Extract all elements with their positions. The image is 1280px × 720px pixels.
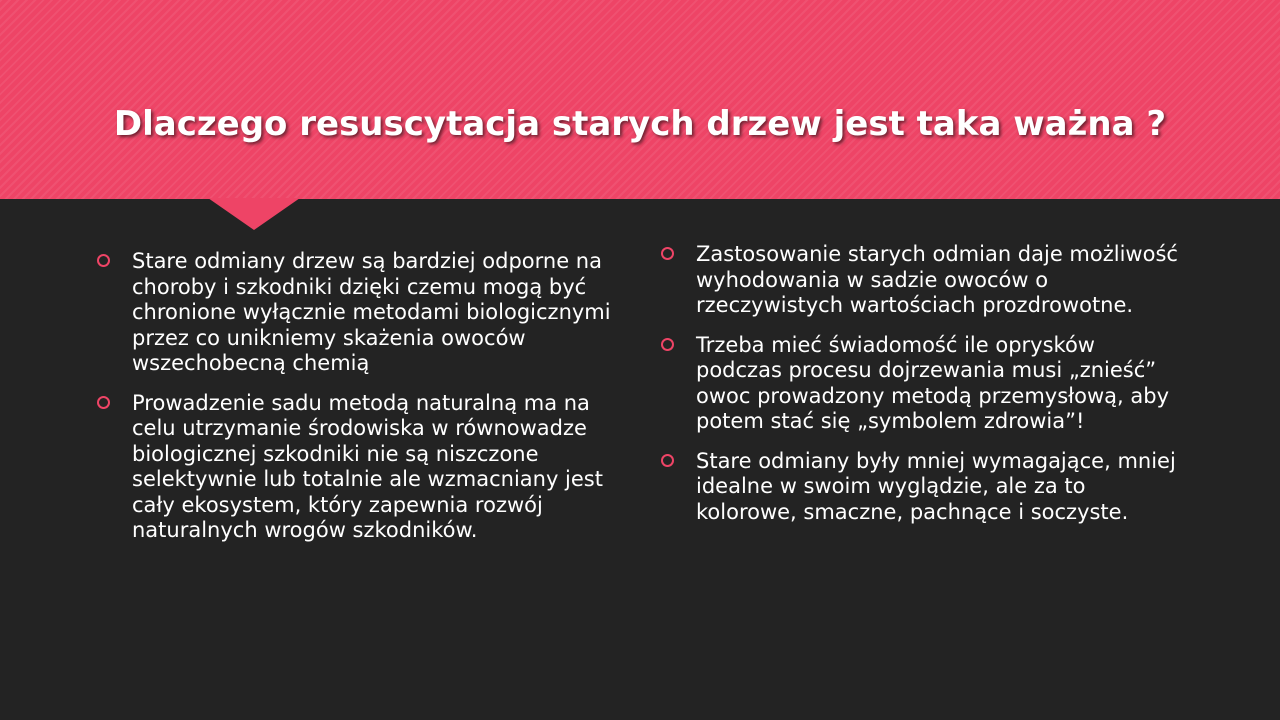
list-item	[660, 242, 1180, 319]
list-item	[96, 391, 616, 544]
bullet-text: Prowadzenie sadu metodą naturalną ma na celu utrzymanie środowiska w równowadze biologicznej szkodniki nie są niszczone selektywnie lub totalnie ale wzmacniany jest cały ekosystem, który zapewnia rozwój naturalnych wrogów szkodników.	[132, 390, 603, 542]
bullet-text: Trzeba mieć świadomość ile oprysków podczas procesu dojrzewania musi „znieść” owoc prowadzony metodą przemysłową, aby potem stać się „symbolem zdrowia”!	[696, 332, 1170, 433]
left-bullet-list	[96, 249, 616, 558]
bullet-text: Zastosowanie starych odmian daje możliwość wyhodowania w sadzie owoców o rzeczywistych wartościach prozdrowotne.	[696, 242, 1178, 317]
bullet-text: Stare odmiany były mniej wymagające, mniej idealne w swoim wyglądzie, ale za to kolorowe, smaczne, pachnące i soczyste.	[696, 448, 1176, 524]
hollow-circle-icon	[661, 454, 674, 467]
hollow-circle-icon	[97, 254, 110, 267]
hollow-circle-icon	[661, 247, 674, 260]
list-item	[660, 449, 1180, 526]
bullet-text: Stare odmiany drzew są bardziej odporne na choroby i szkodniki dzięki czemu mogą być chronione wyłącznie metodami biologicznymi przez co unikniemy skażenia owoców wszechobecną chemią	[132, 249, 611, 375]
slide-title: Dlaczego resuscytacja starych drzew jest taka ważna ?	[113, 104, 1167, 144]
hollow-circle-icon	[661, 338, 674, 351]
right-bullet-list	[660, 242, 1180, 539]
banner-pointer	[208, 198, 300, 230]
list-item	[660, 333, 1180, 435]
hollow-circle-icon	[97, 396, 110, 409]
list-item	[96, 249, 616, 377]
